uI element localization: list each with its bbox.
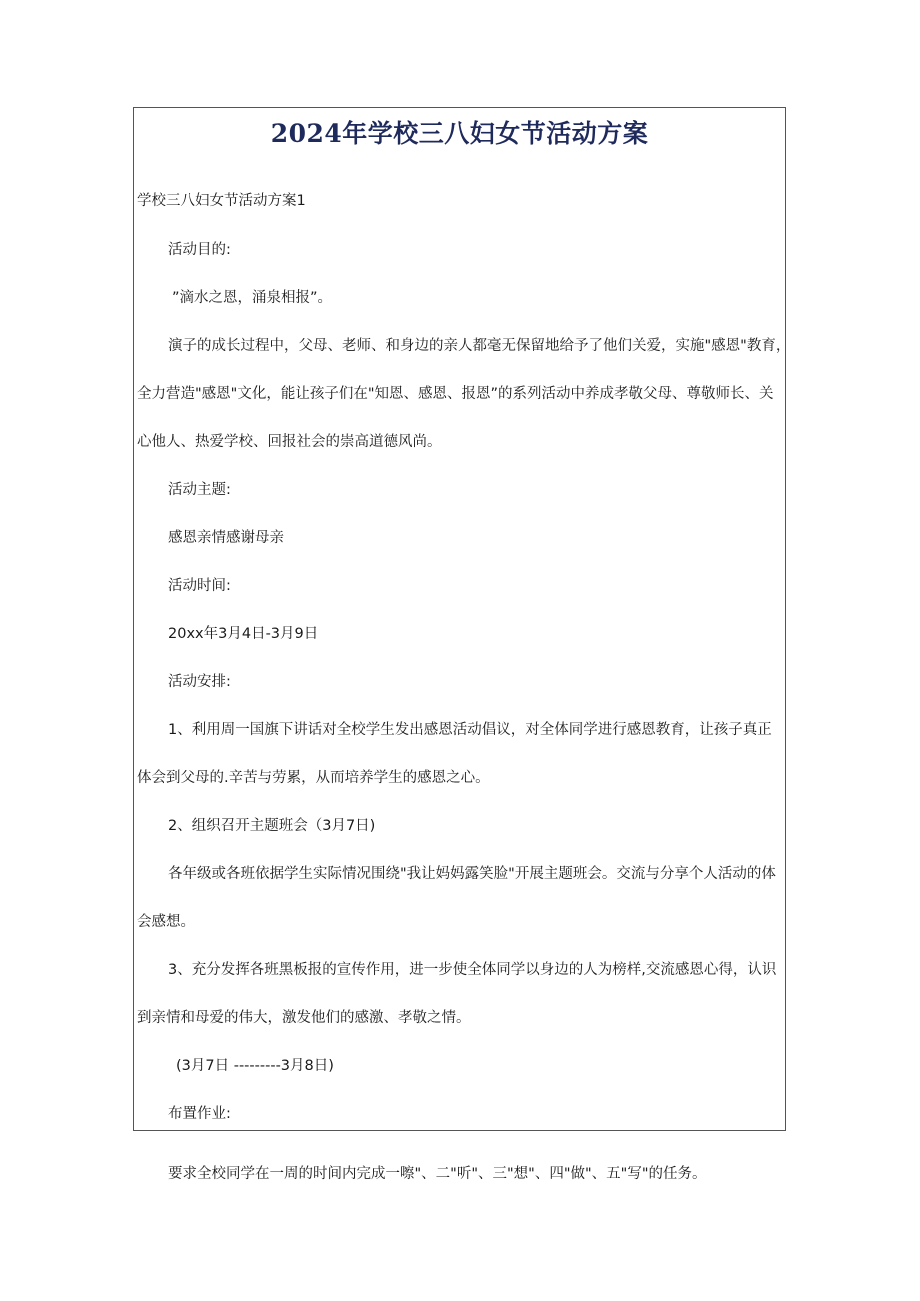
item1-line-1: 1、利用周一国旗下讲话对全校学生发出感恩活动倡议，对全体同学进行感恩教育，让孩子真正 bbox=[168, 722, 772, 738]
item1-line-2: 体会到父母的.辛苦与劳累，从而培养学生的感恩之心。 bbox=[137, 770, 490, 786]
purpose-label: 活动目的: bbox=[168, 242, 231, 258]
intro-line-2: 全力营造"感恩"文化，能让孩子们在"知恩、感恩、报恩”的系列活动中养成孝敬父母、尊敬师长、关 bbox=[137, 386, 774, 402]
homework-text: 要求全校同学在一周的时间内完成一嚓"、二"听"、三"想"、四"做"、五"写"的任务。 bbox=[168, 1166, 707, 1182]
intro-line-3: 心他人、热爱学校、回报社会的崇高道德风尚。 bbox=[137, 434, 442, 450]
homework-label: 布置作业: bbox=[168, 1106, 231, 1122]
item3-line-1: 3、充分发挥各班黑板报的宣传作用，进一步使全体同学以身边的人为榜样,交流感恩心得，认识 bbox=[168, 962, 777, 978]
item2-line-1: 各年级或各班依据学生实际情况围绕"我让妈妈露笑脸"开展主题班会。交流与分享个人活动的体 bbox=[168, 866, 776, 882]
time-value: 20xx年3月4日-3月9日 bbox=[168, 626, 319, 642]
item3-line-2: 到亲情和母爱的伟大，激发他们的感激、孝敬之情。 bbox=[137, 1010, 471, 1026]
item2-line-2: 会感想。 bbox=[137, 914, 195, 930]
arrangement-label: 活动安排: bbox=[168, 674, 231, 690]
item2-title: 2、组织召开主题班会（3月7日) bbox=[168, 818, 376, 834]
intro-line-1: 演子的成长过程中，父母、老师、和身边的亲人都毫无保留地给予了他们关爱，实施"感恩"教育， bbox=[168, 338, 791, 354]
item3-date: (3月7日 ---------3月8日) bbox=[176, 1058, 334, 1074]
theme-label: 活动主题: bbox=[168, 482, 231, 498]
section-subtitle: 学校三八妇女节活动方案1 bbox=[137, 193, 306, 209]
theme-value: 感恩亲情感谢母亲 bbox=[168, 530, 284, 546]
document-title: 2024年学校三八妇女节活动方案 bbox=[270, 119, 649, 148]
time-label: 活动时间: bbox=[168, 578, 231, 594]
motto-text: ”滴水之恩，涌泉相报”。 bbox=[172, 290, 333, 306]
